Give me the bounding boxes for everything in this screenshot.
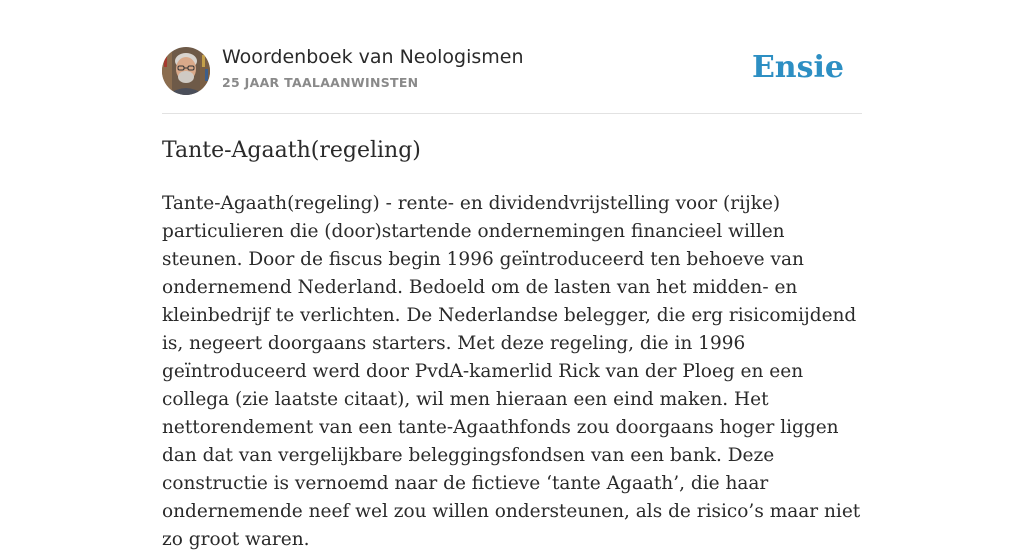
site-header	[162, 0, 862, 114]
ensie-logo-link[interactable]: Ensie	[751, 50, 844, 85]
site-title[interactable]: Woordenboek van Neologismen	[222, 46, 524, 68]
author-avatar[interactable]	[162, 47, 210, 95]
site-subtitle: 25 JAAR TAALAANWINSTEN	[222, 75, 419, 90]
author-portrait-icon	[162, 47, 210, 95]
entry-body: Tante-Agaath(regeling) - rente- en dividendvrijstelling voor (rijke) particulieren die (door)startende ondernemingen financieel willen steunen. Door de fiscus begin 1996 geïntroduceerd ten behoeve van ondernemend Nederland. Bedoeld om de lasten van het midden- en kleinbedrijf te verlichten. De Nederlandse belegger, die erg risicomijdend is, negeert doorgaans starters. Met deze regeling, die in 1996 geïntroduceerd werd door PvdA-kamerlid Rick van der Ploeg en een collega (zie laatste citaat), wil men hieraan een eind maken. Het nettorendement van een tante-Agaathfonds zou doorgaans hoger liggen dan dat van vergelijkbare beleggingsfondsen van een bank. Deze constructie is vernoemd naar de fictieve ‘tante Agaath’, die haar ondernemende neef wel zou willen ondersteunen, als de risico’s maar niet zo groot waren.	[162, 193, 861, 550]
entry-title: Tante-Agaath(regeling)	[162, 138, 421, 163]
page	[162, 0, 862, 550]
